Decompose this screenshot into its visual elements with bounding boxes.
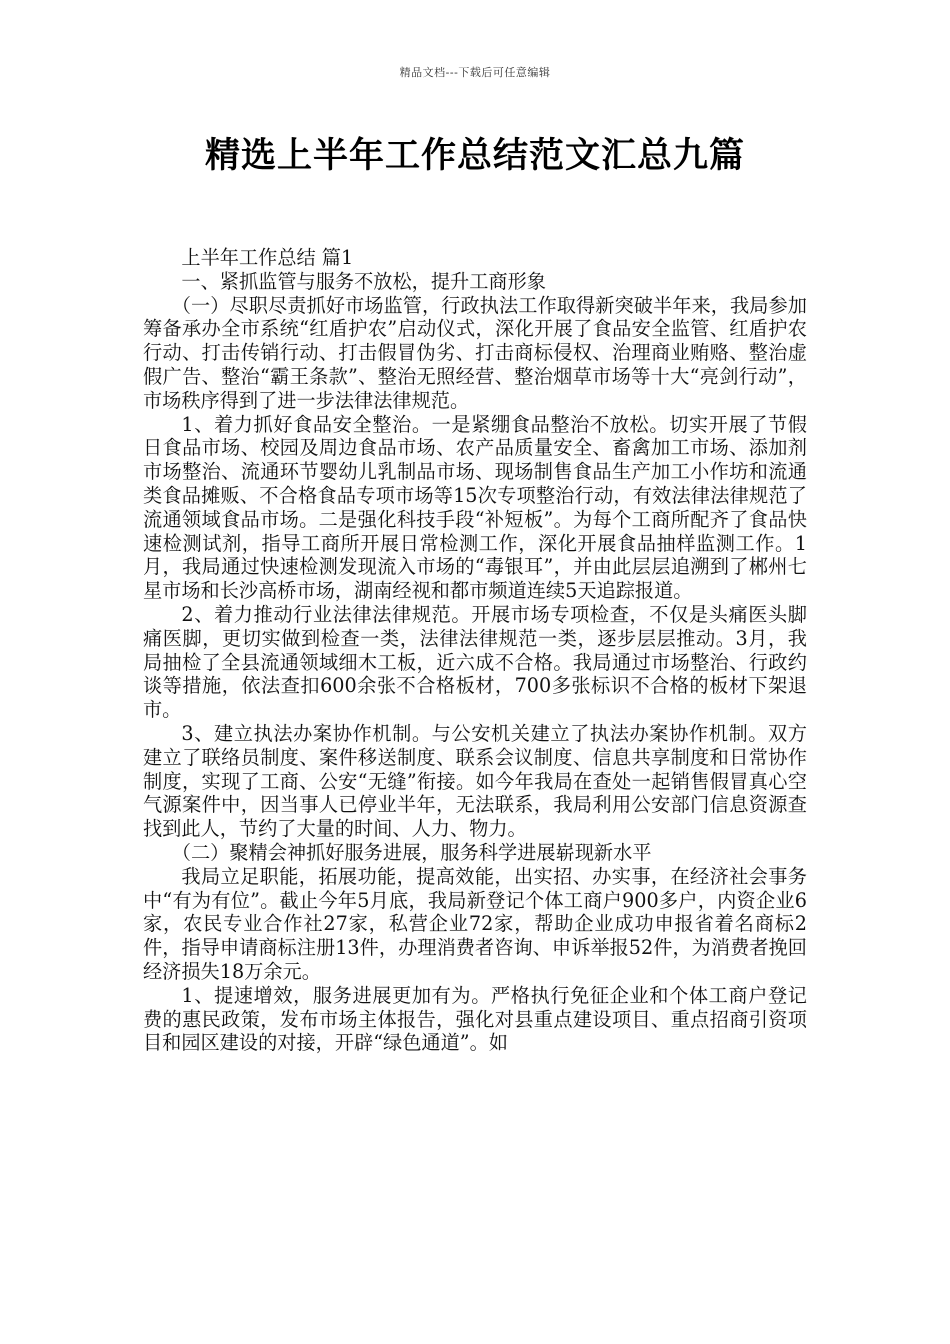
paragraph-8: 1、提速增效，服务进展更加有为。严格执行免征企业和个体工商户登记费的惠民政策，发布市场主体报告，强化对县重点建设项目、重点招商引资项目和园区建设的对接，开辟“绿色通道”。如	[143, 983, 807, 1055]
paragraph-1: 一、紧抓监管与服务不放松，提升工商形象	[181, 269, 546, 293]
section-heading: 上半年工作总结 篇1	[181, 246, 354, 269]
paragraph-5: 3、建立执法办案协作机制。与公安机关建立了执法办案协作机制。双方建立了联络员制度、案件移送制度、联系会议制度、信息共享制度和日常协作制度，实现了工商、公安“无缝”衔接。如今年我局在查处一起销售假冒真心空气源案件中，因当事人已停业半年，无法联系，我局利用公安部门信息资源查找到此人，节约了大量的时间、人力、物力。	[143, 721, 807, 841]
document-body	[143, 246, 807, 1055]
paragraph-3: 1、着力抓好食品安全整治。一是紧绷食品整治不放松。切实开展了节假日食品市场、校园及周边食品市场、农产品质量安全、畜禽加工市场、添加剂市场整治、流通环节婴幼儿乳制品市场、现场制售食品生产加工小作坊和流通类食品摊贩、不合格食品专项市场等15次专项整治行动，有效法律法律规范了流通领域食品市场。二是强化科技手段“补短板”。为每个工商所配齐了食品快速检测试剂，指导工商所开展日常检测工作，深化开展食品抽样监测工作。1月，我局通过快速检测发现流入市场的“毒银耳”，并由此层层追溯到了郴州七星市场和长沙高桥市场，湖南经视和都市频道连续5天追踪报道。	[143, 412, 807, 603]
paragraph-6: （二）聚精会神抓好服务进展，服务科学进展崭现新水平	[171, 840, 652, 864]
paragraph-2: （一）尽职尽责抓好市场监管，行政执法工作取得新突破半年来，我局参加筹备承办全市系统“红盾护农”启动仪式，深化开展了食品安全监管、红盾护农行动、打击传销行动、打击假冒伪劣、打击商标侵权、治理商业贿赂、整治虚假广告、整治“霸王条款”、整治无照经营、整治烟草市场等十大“亮剑行动”，市场秩序得到了进一步法律法律规范。	[143, 293, 807, 412]
paragraph-4: 2、着力推动行业法律法律规范。开展市场专项检查，不仅是头痛医头脚痛医脚，更切实做到检查一类，法律法律规范一类，逐步层层推动。3月，我局抽检了全县流通领域细木工板，近六成不合格。我局通过市场整治、行政约谈等措施，依法查扣600余张不合格板材，700多张标识不合格的板材下架退市。	[143, 602, 807, 722]
header-note: 精品文档---下载后可任意编辑	[399, 66, 551, 79]
paragraph-7: 我局立足职能，拓展功能，提高效能，出实招、办实事，在经济社会事务中“有为有位”。截止今年5月底，我局新登记个体工商户900多户，内资企业6家，农民专业合作社27家，私营企业72家，帮助企业成功申报省着名商标2件，指导申请商标注册13件，办理消费者咨询、申诉举报52件，为消费者挽回经济损失18万余元。	[143, 864, 807, 983]
document-title: 精选上半年工作总结范文汇总九篇	[204, 136, 745, 176]
